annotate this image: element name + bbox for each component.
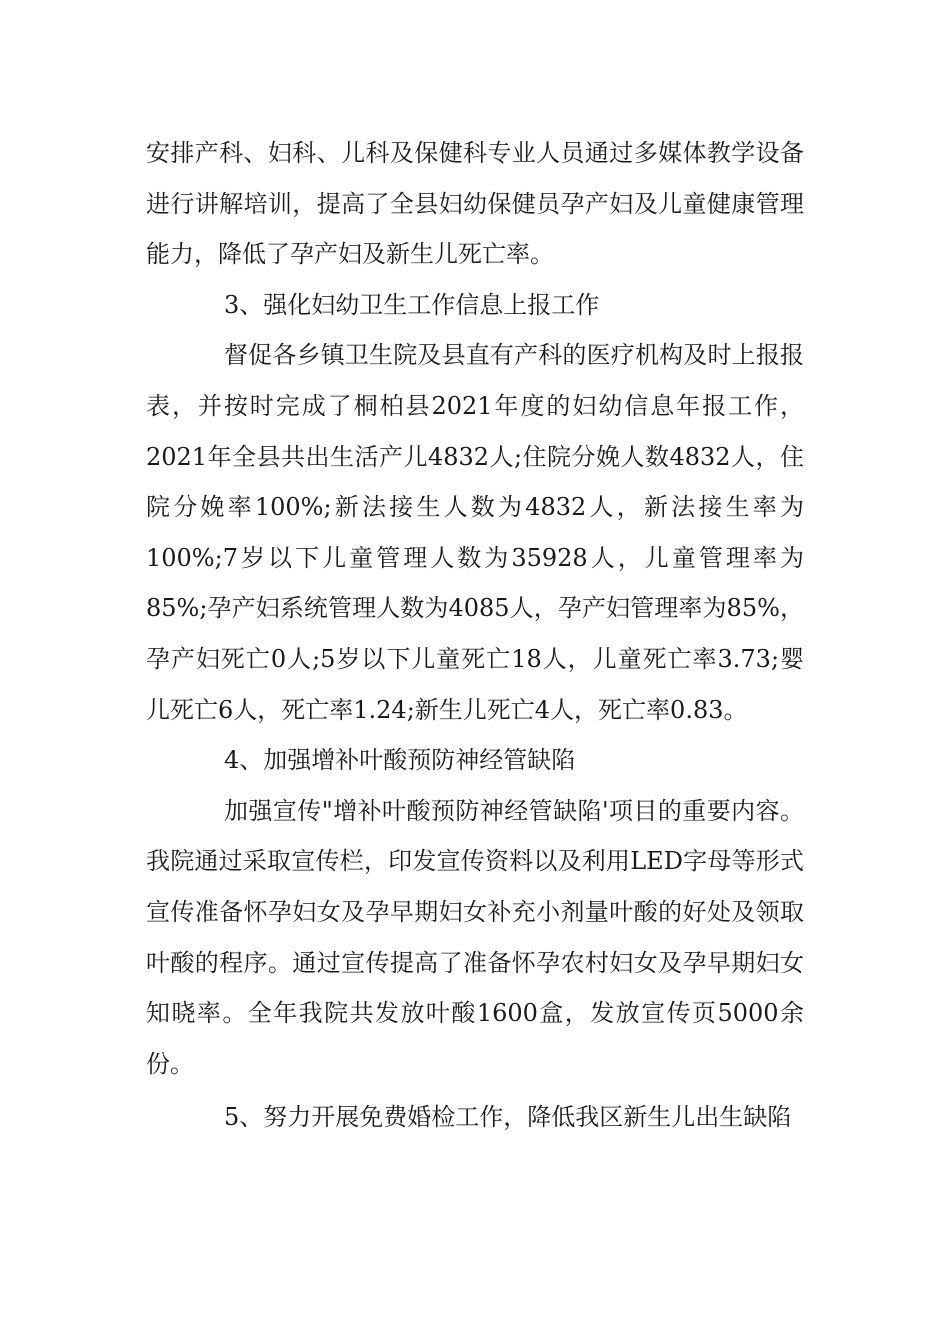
document-page (146, 128, 804, 1143)
body-paragraph-3: 加强宣传"增补叶酸预防神经管缺陷'项目的重要内容。我院通过采取宣传栏，印发宣传资料以及利用LED字母等形式宣传准备怀孕妇女及孕早期妇女补充小剂量叶酸的好处及领取叶酸的程序。通过宣传提高了准备怀孕农村妇女及孕早期妇女知晓率。全年我院共发放叶酸1600盒，发放宣传页5000余份。 (146, 796, 804, 1078)
section-heading-3: 3、强化妇幼卫生工作信息上报工作 (224, 290, 600, 319)
section-heading-5: 5、努力开展免费婚检工作，降低我区新生儿出生缺陷 (224, 1103, 792, 1132)
section-heading-4: 4、加强增补叶酸预防神经管缺陷 (224, 746, 576, 775)
body-paragraph-2: 督促各乡镇卫生院及县直有产科的医疗机构及时上报报表，并按时完成了桐柏县2021年度的妇幼信息年报工作，2021年全县共出生活产儿4832人;住院分娩人数4832人，住院分娩率100%;新法接生人数为4832人，新法接生率为100%;7岁以下儿童管理人数为35928人，儿童管理率为85%;孕产妇系统管理人数为4085人，孕产妇管理率为85%，孕产妇死亡0人;5岁以下儿童死亡18人，儿童死亡率3.73;婴儿死亡6人，死亡率1.24;新生儿死亡4人，死亡率0.83。 (146, 341, 804, 724)
body-paragraph-1: 安排产科、妇科、儿科及保健科专业人员通过多媒体教学设备进行讲解培训，提高了全县妇幼保健员孕产妇及儿童健康管理能力，降低了孕产妇及新生儿死亡率。 (146, 139, 804, 269)
